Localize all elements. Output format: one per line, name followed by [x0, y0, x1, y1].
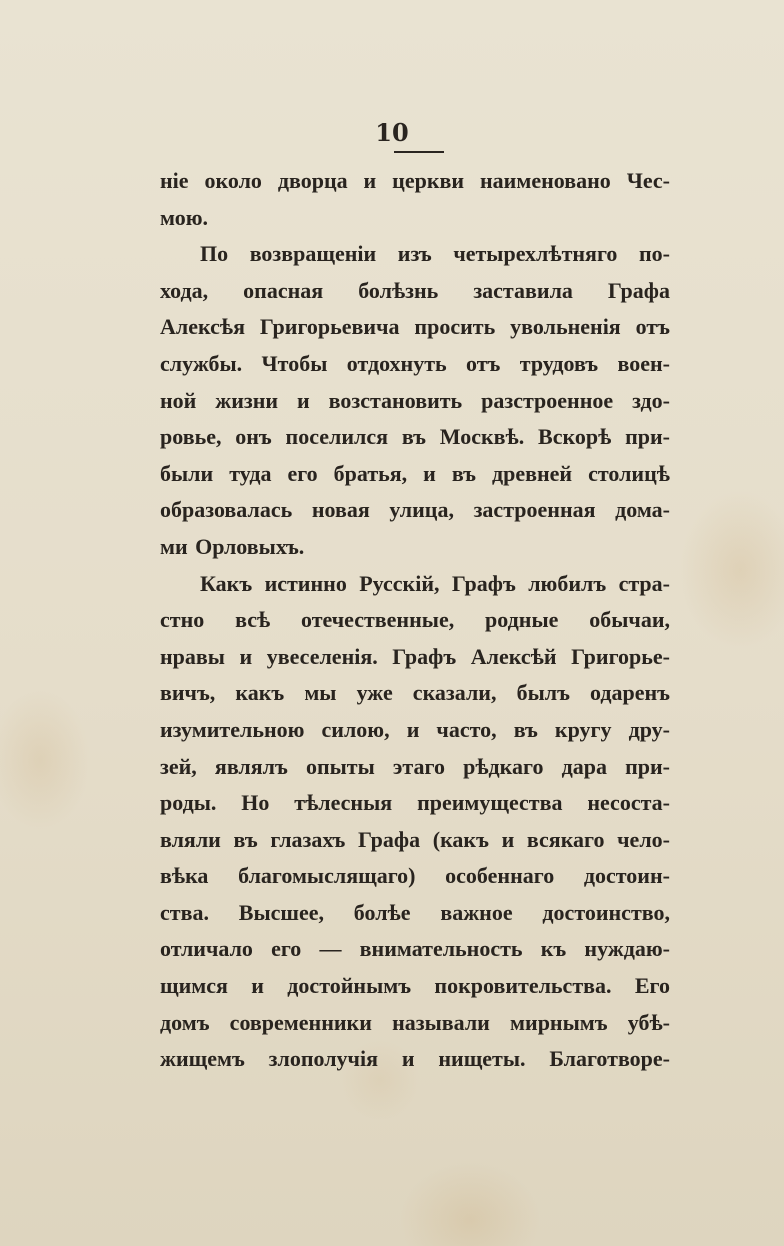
text-line: жищемъ злополучія и нищеты. Благотворе- [160, 1046, 670, 1072]
page-number-rule [394, 151, 444, 153]
text-line: хода, опасная болѣзнь заставила Графа [160, 277, 670, 303]
text-line: зей, являлъ опыты этаго рѣдкаго дара при- [160, 753, 670, 779]
text-line: домъ современники называли мирнымъ убѣ- [160, 1009, 670, 1035]
text-line: ной жизни и возстановить разстроенное здо- [160, 387, 670, 413]
text-line: ніе около дворца и церкви наименовано Чес- [160, 168, 670, 193]
text-line: нравы и увеселенія. Графъ Алексѣй Григорье- [160, 643, 670, 669]
text-line: вляли въ глазахъ Графа (какъ и всякаго чело- [160, 826, 670, 852]
page-number: 10 [375, 118, 409, 147]
body-text [160, 163, 670, 1078]
text-line: роды. Но тѣлесныя преимущества несоста- [160, 790, 670, 816]
text-line: ства. Высшее, болѣе важное достоинство, [160, 899, 670, 925]
text-line: Какъ истинно Русскій, Графъ любилъ стра- [200, 570, 670, 596]
text-line: изумительною силою, и часто, въ кругу дру- [160, 716, 670, 742]
text-line: службы. Чтобы отдохнуть отъ трудовъ воен- [160, 350, 670, 376]
text-line: отличало его — внимательность къ нуждаю- [160, 936, 670, 962]
text-line: вичъ, какъ мы уже сказали, былъ одаренъ [160, 680, 670, 706]
text-line: ми Орловыхъ. [160, 533, 305, 559]
text-line: образовалась новая улица, застроенная дома- [160, 497, 670, 523]
text-line: были туда его братья, и въ древней столицѣ [160, 460, 670, 486]
text-line: щимся и достойнымъ покровительства. Его [160, 973, 670, 999]
text-line: Алексѣя Григорьевича просить увольненія отъ [160, 314, 670, 340]
text-line: мою. [160, 204, 209, 230]
text-line: стно всѣ отечественные, родные обычаи, [160, 607, 670, 633]
text-line: вѣка благомыслящаго) особеннаго достоин- [160, 863, 670, 889]
text-line: По возвращеніи изъ четырехлѣтняго по- [200, 241, 670, 267]
text-line: ровье, онъ поселился въ Москвѣ. Вскорѣ при- [160, 424, 670, 450]
